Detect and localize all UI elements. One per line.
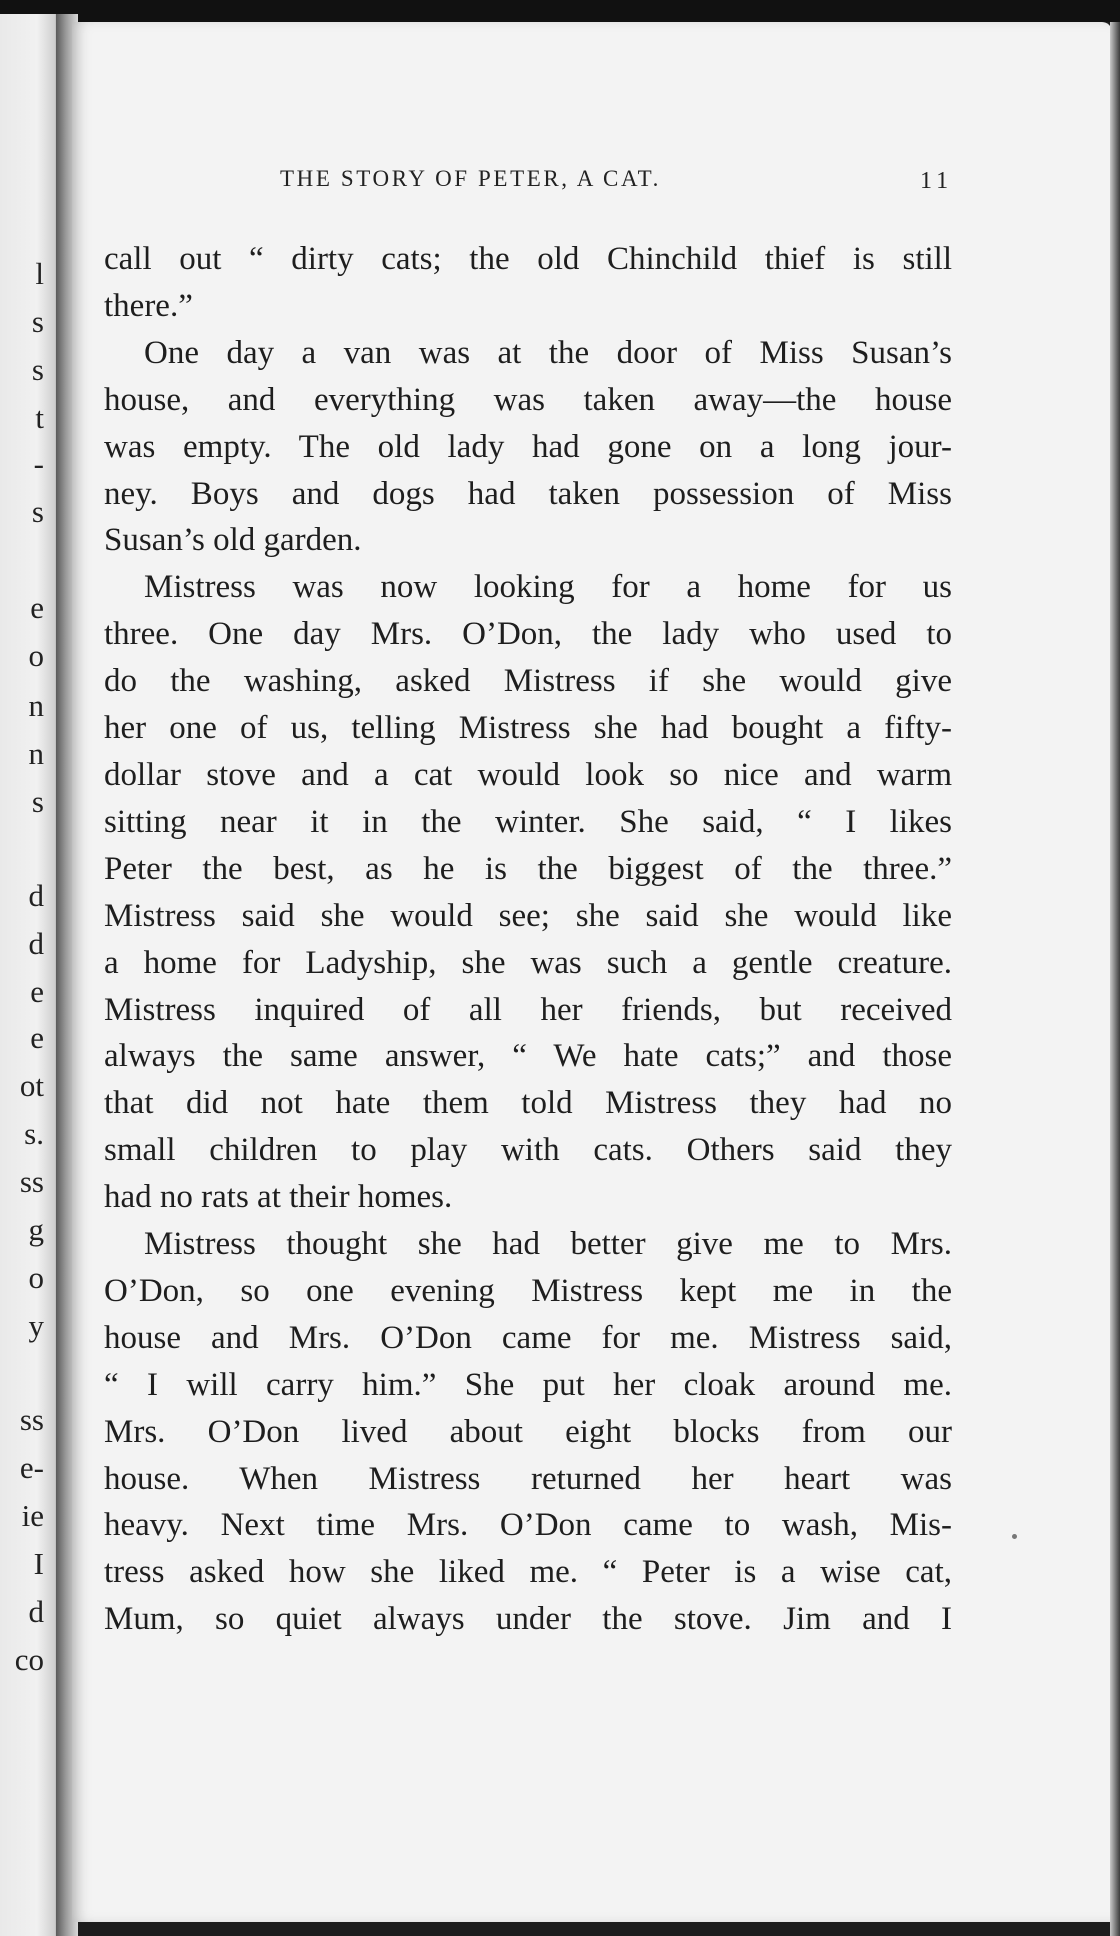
text-line: tress asked how she liked me. “ Peter is a wise cat, — [104, 1554, 952, 1591]
text-line: Mistress thought she had better give me to Mrs. — [144, 1226, 952, 1263]
margin-fragment: e- — [19, 1450, 44, 1485]
margin-fragment: o — [28, 1260, 44, 1295]
text-line: was empty. The old lady had gone on a long jour- — [104, 428, 952, 465]
text-line: house, and everything was taken away—the house — [104, 381, 952, 418]
text-line: Mistress said she would see; she said she would like — [104, 897, 952, 934]
text-line: a home for Ladyship, she was such a gentle creature. — [104, 944, 952, 981]
margin-fragment: g — [28, 1212, 44, 1247]
margin-fragment: y — [28, 1308, 44, 1343]
text-line: small children to play with cats. Others said they — [104, 1132, 952, 1169]
text-line: house. When Mistress returned her heart was — [104, 1460, 952, 1497]
margin-fragment: ss — [19, 1402, 44, 1437]
margin-fragment: d — [28, 926, 44, 961]
text-line: Susan’s old garden. — [104, 522, 362, 559]
text-line: Peter the best, as he is the biggest of the three.” — [104, 850, 952, 887]
text-line: dollar stove and a cat would look so nice and warm — [104, 756, 952, 793]
text-line: that did not hate them told Mistress they had no — [104, 1085, 952, 1122]
margin-fragment: d — [28, 1594, 44, 1629]
margin-fragment: I — [33, 1546, 44, 1581]
margin-fragment: ot — [19, 1068, 44, 1103]
margin-fragment: e — [30, 1020, 44, 1055]
margin-fragment: l — [35, 256, 44, 291]
margin-fragment: n — [28, 736, 44, 771]
margin-fragment: ss — [19, 1164, 44, 1199]
right-page-edge-shadow — [1110, 22, 1120, 1936]
text-line: Mistress inquired of all her friends, but received — [104, 991, 952, 1028]
margin-fragment: s — [31, 494, 44, 529]
margin-fragment: s — [31, 352, 44, 387]
text-line: house and Mrs. O’Don came for me. Mistress said, — [104, 1319, 952, 1356]
text-line: had no rats at their homes. — [104, 1179, 453, 1216]
text-line: Mistress was now looking for a home for us — [144, 569, 952, 606]
margin-fragment: co — [14, 1642, 44, 1677]
left-page-margin-fragments — [0, 0, 56, 1936]
paper-speck — [1012, 1534, 1017, 1539]
text-line: ney. Boys and dogs had taken possession of Miss — [104, 475, 952, 512]
margin-fragment: s — [31, 304, 44, 339]
margin-fragment: - — [33, 446, 44, 481]
page-number: 11 — [920, 168, 954, 194]
text-line: O’Don, so one evening Mistress kept me in the — [104, 1272, 952, 1309]
text-line: Mum, so quiet always under the stove. Jim and I — [104, 1601, 952, 1638]
margin-fragment: d — [28, 878, 44, 913]
text-line: there.” — [104, 287, 193, 324]
text-line: her one of us, telling Mistress she had bought a fifty- — [104, 710, 952, 747]
margin-fragment: e — [30, 974, 44, 1009]
text-line: Mrs. O’Don lived about eight blocks from our — [104, 1413, 952, 1450]
margin-fragment: s — [31, 784, 44, 819]
text-line: always the same answer, “ We hate cats;” and those — [104, 1038, 952, 1075]
text-line: do the washing, asked Mistress if she would give — [104, 663, 952, 700]
margin-fragment: n — [28, 688, 44, 723]
margin-fragment: s. — [24, 1116, 44, 1151]
text-line: call out “ dirty cats; the old Chinchild thief is still — [104, 241, 952, 277]
scan-top-border — [0, 0, 1120, 22]
text-line: One day a van was at the door of Miss Susan’s — [144, 334, 952, 371]
text-line: heavy. Next time Mrs. O’Don came to wash, Mis- — [104, 1507, 952, 1544]
text-line: sitting near it in the winter. She said, “ I likes — [104, 803, 952, 840]
text-line: three. One day Mrs. O’Don, the lady who used to — [104, 616, 952, 653]
margin-fragment: ie — [21, 1498, 44, 1533]
body-text — [104, 236, 952, 1643]
text-line: “ I will carry him.” She put her cloak around me. — [104, 1366, 952, 1403]
margin-fragment: t — [35, 400, 44, 435]
margin-fragment: e — [30, 590, 44, 625]
running-head: THE STORY OF PETER, A CAT. — [280, 166, 661, 191]
margin-fragment: o — [28, 638, 44, 673]
